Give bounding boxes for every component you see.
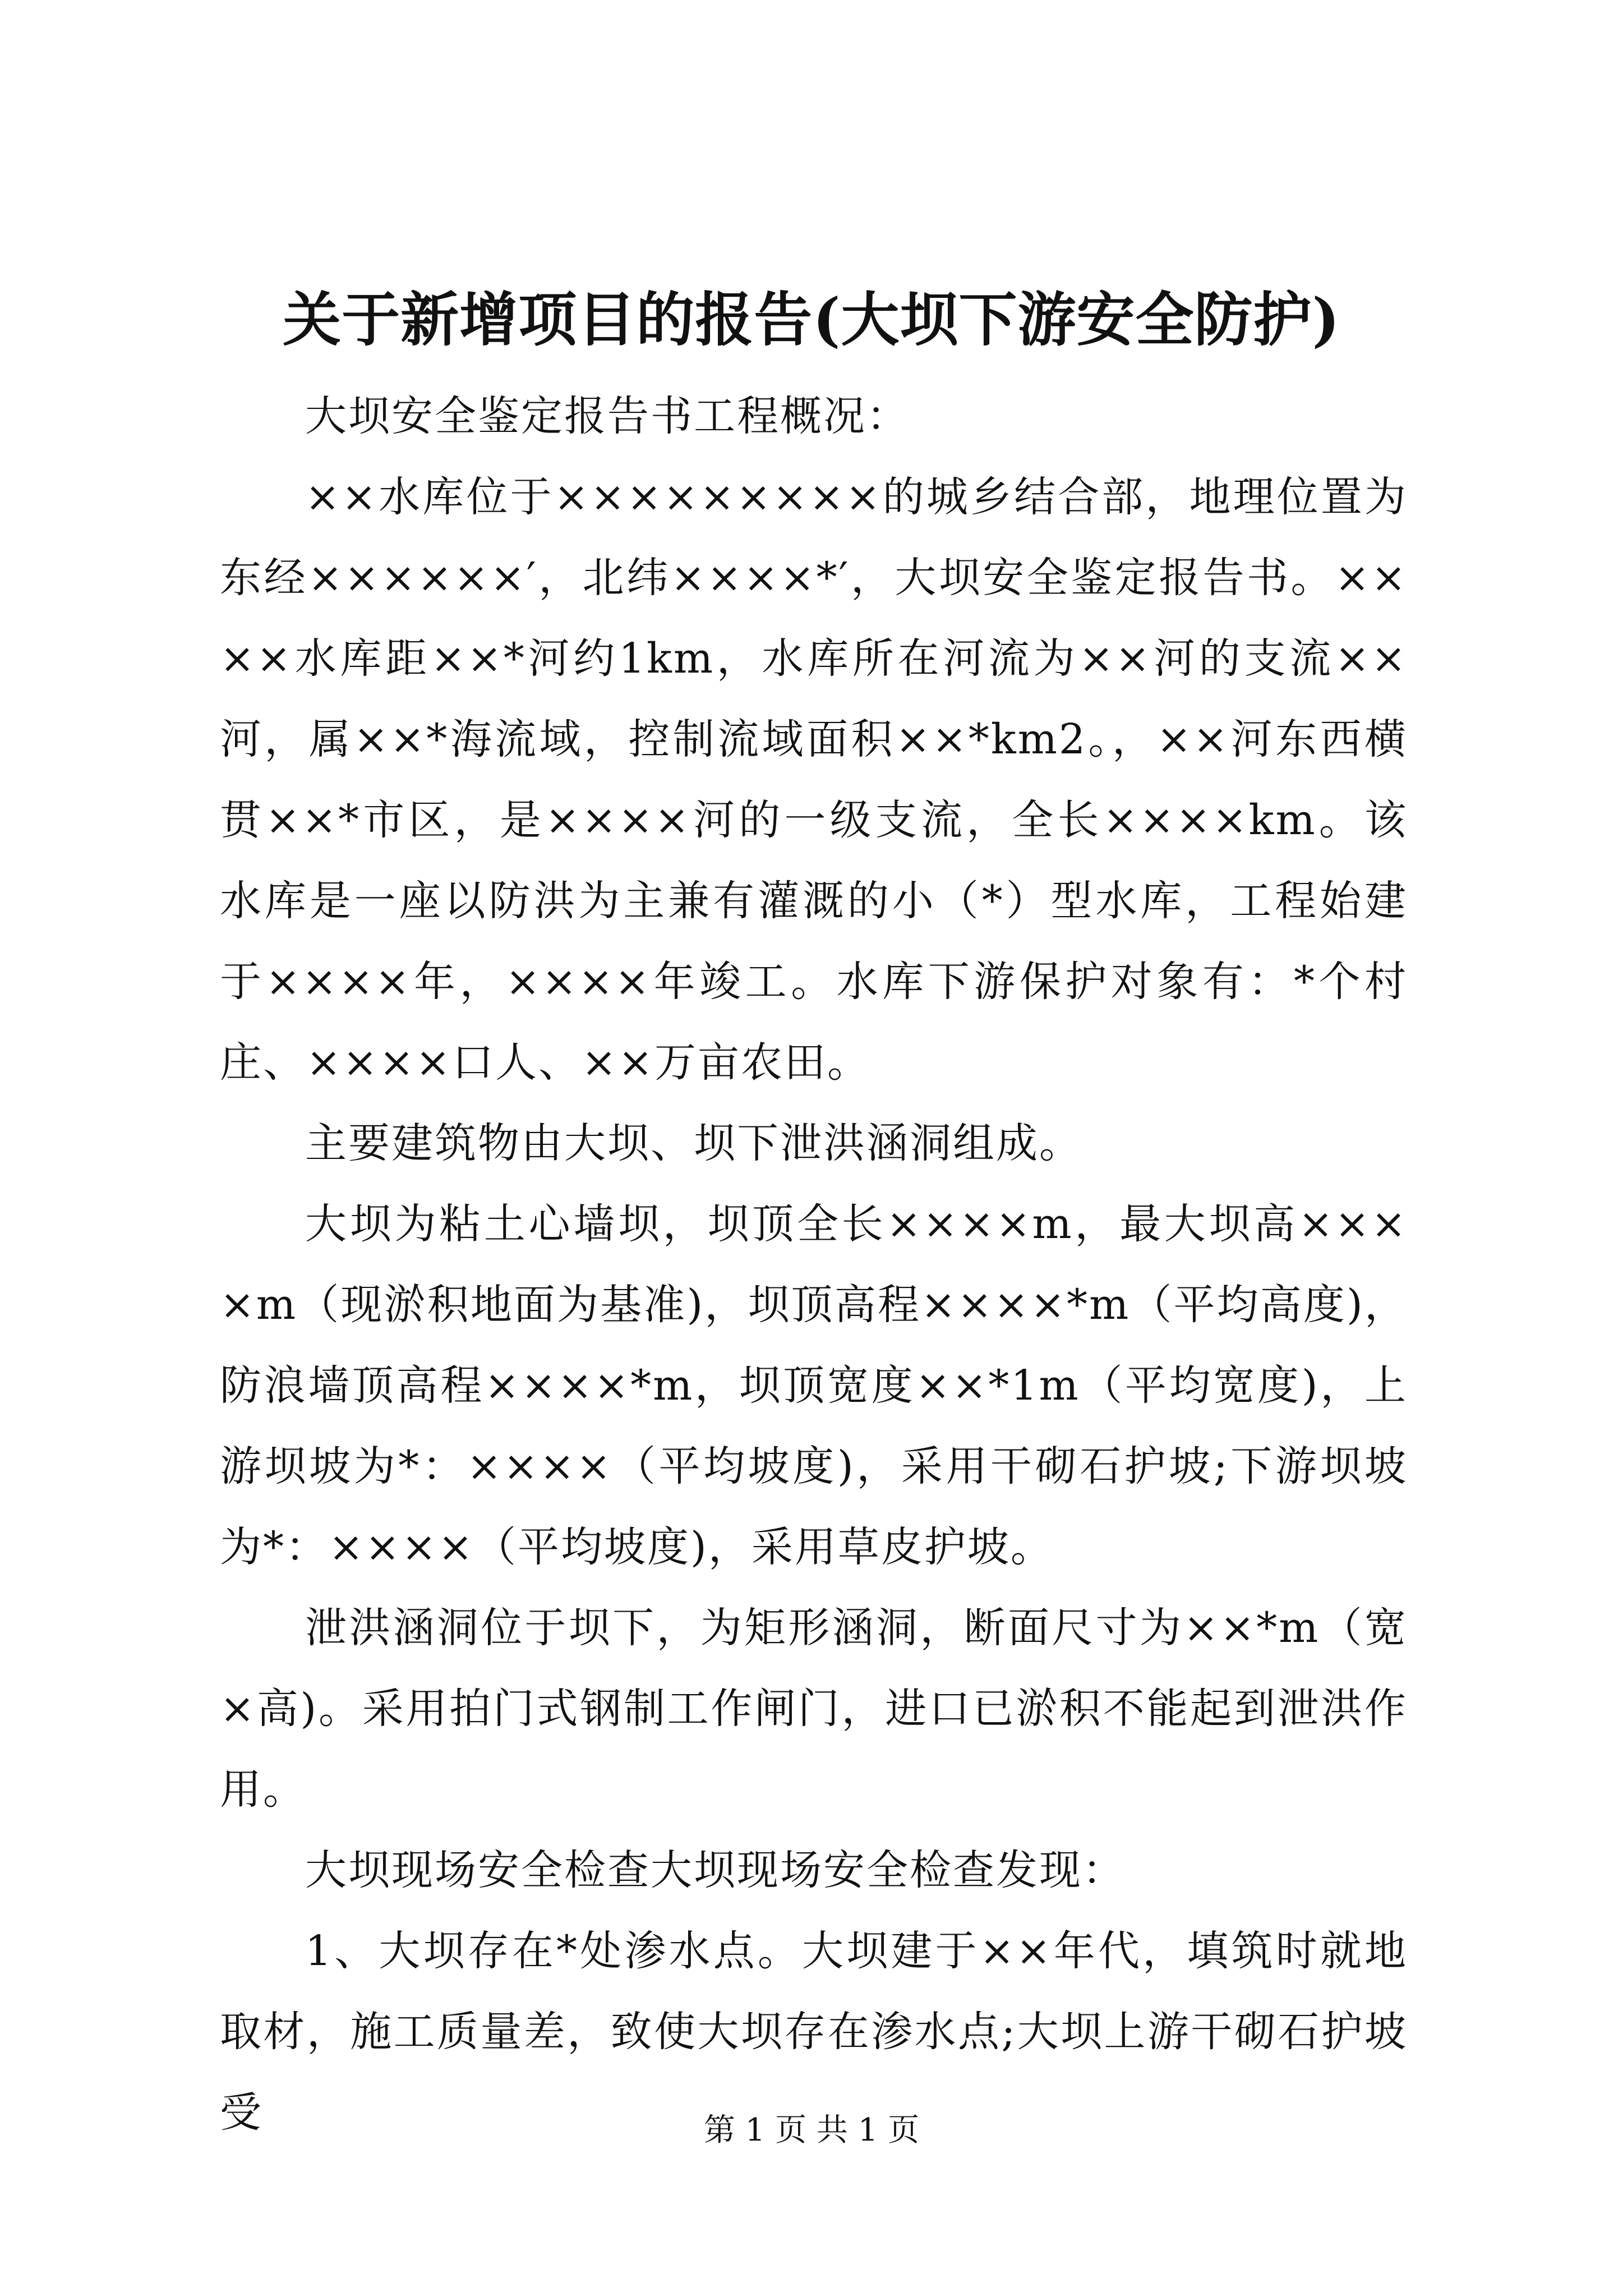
paragraph-inspection-heading: 大坝现场安全检查大坝现场安全检查发现： [305,1846,1126,1894]
paragraph-reservoir-location: ××水库位于×××××××××的城乡结合部，地理位置为东经××××××′，北纬××××*′，大坝安全鉴定报告书。××××水库距××*河约1km，水库所在河流为××河的支流××河，属××*海流域，控制流域面积××*km2。，××河东西横贯××*市区，是××××河的一级支流，全长××××km。该水库是一座以防洪为主兼有灌溉的小（*）型水库，工程始建于××××年，××××年竣工。水库下游保护对象有：*个村庄、××××口人、××万亩农田。 [220,473,1408,1087]
paragraph-overview-heading: 大坝安全鉴定报告书工程概况： [305,392,910,440]
paragraph-dam-description: 大坝为粘土心墙坝，坝顶全长××××m，最大坝高××××m（现淤积地面为基准)，坝顶高程××××*m（平均高度)，防浪墙顶高程××××*m，坝顶宽度××*1m（平均宽度)，上游坝坡为*：××××（平均坡度)，采用干砌石护坡;下游坝坡为*：××××（平均坡度)，采用草皮护坡。 [220,1200,1408,1571]
document-title: 关于新增项目的报告(大坝下游安全防护) [283,285,1340,354]
paragraph-culvert-description: 泄洪涵洞位于坝下，为矩形涵洞，断面尺寸为××*m（宽×高)。采用拍门式钢制工作闸门，进口已淤积不能起到泄洪作用。 [220,1604,1408,1814]
page-number-footer: 第 1 页 共 1 页 [703,2112,920,2148]
paragraph-main-structures: 主要建筑物由大坝、坝下泄洪涵洞组成。 [305,1119,1082,1167]
paragraph-inspection-item-1: 1、大坝存在*处渗水点。大坝建于××年代，填筑时就地取材，施工质量差，致使大坝存在渗水点;大坝上游干砌石护坡受 [220,1927,1408,2137]
document-body [220,376,1408,2153]
